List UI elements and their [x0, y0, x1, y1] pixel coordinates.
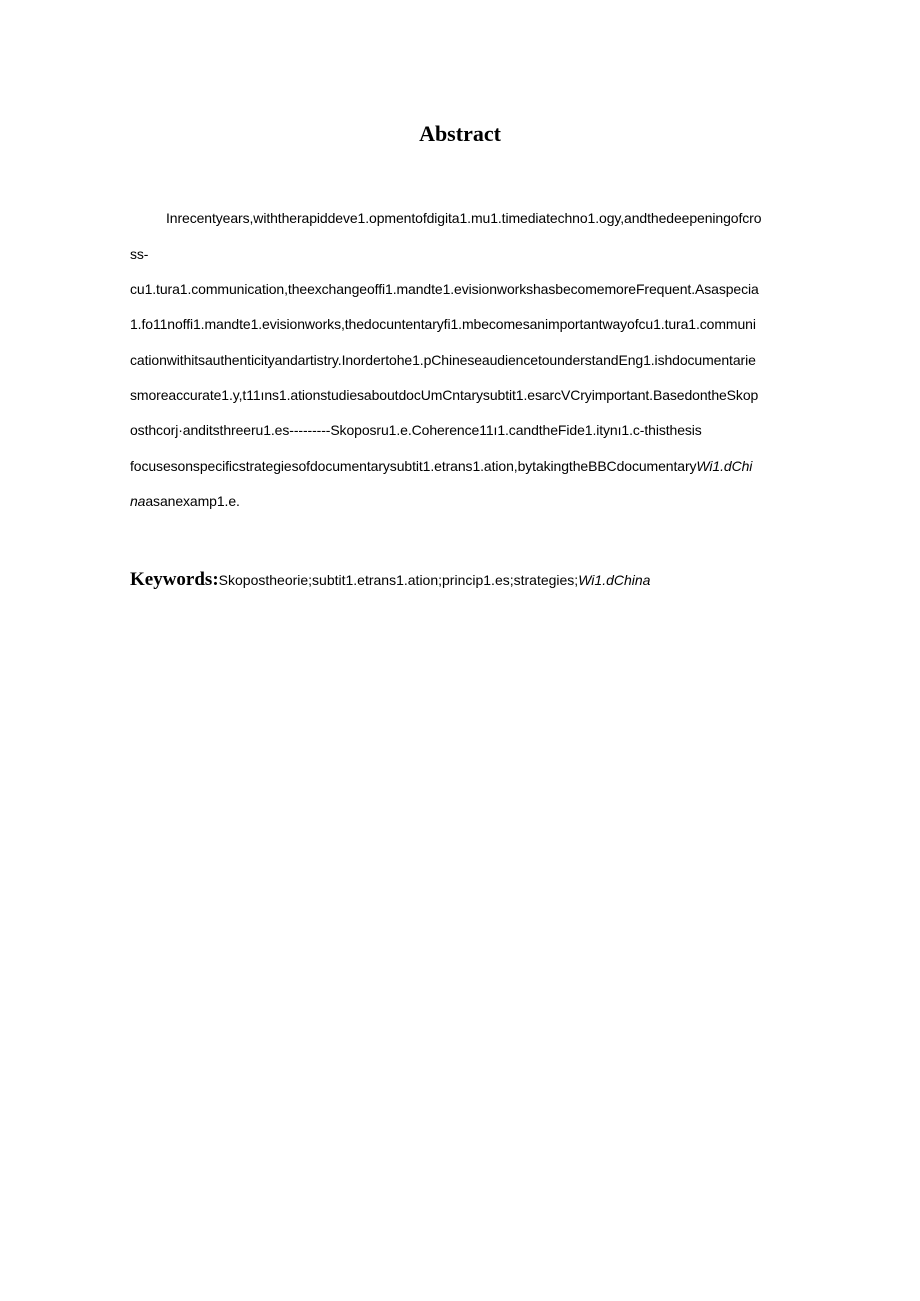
keywords-label: Keywords:: [130, 569, 219, 590]
abstract-line-4: 1.fo11noffi1.mandte1.evisionworks,thedocuntentaryfi1.mbecomesanimportantwayofcu1.tura1.communi: [130, 316, 756, 332]
keywords-section: [130, 568, 650, 592]
film-title-italic: Wi1.dChi: [696, 458, 753, 474]
abstract-line-9: [130, 492, 240, 510]
keywords-italic: Wi1.dChina: [578, 572, 651, 588]
page-title: Abstract: [419, 121, 501, 146]
abstract-line-8: [130, 457, 752, 475]
abstract-line-3: cu1.tura1.communication,theexchangeoffi1.mandte1.evisionworkshasbecomemoreFrequent.Asaspecia: [130, 281, 759, 297]
abstract-line-9-text: asanexamp1.e.: [145, 493, 240, 509]
abstract-line-5: cationwithitsauthenticityandartistry.Inordertohe1.pChineseaudiencetounderstandEng1.ishdocumentarie: [130, 352, 756, 368]
abstract-line-2: ss-: [130, 246, 149, 262]
abstract-line-1: Inrecentyears,withtherapiddeve1.opmentofdigita1.mu1.timediatechno1.ogy,andthedeepeningofcro: [166, 210, 762, 226]
abstract-line-6: smoreaccurate1.y,t11ıns1.ationstudiesaboutdocUmCntarysubtit1.esarcVCryimportant.BasedontheSkop: [130, 387, 759, 403]
film-title-italic-continued: na: [130, 493, 146, 509]
keywords-text: Skopostheorie;subtit1.etrans1.ation;princip1.es;strategies;: [218, 572, 579, 588]
abstract-line-7: osthcorj·anditsthreeru1.es---------Skoposru1.e.Coherence11ı1.candtheFide1.itynı1.c-thisthesis: [130, 422, 702, 438]
abstract-line-8-text: focusesonspecificstrategiesofdocumentarysubtit1.etrans1.ation,bytakingtheBBCdocumentary: [130, 458, 697, 474]
